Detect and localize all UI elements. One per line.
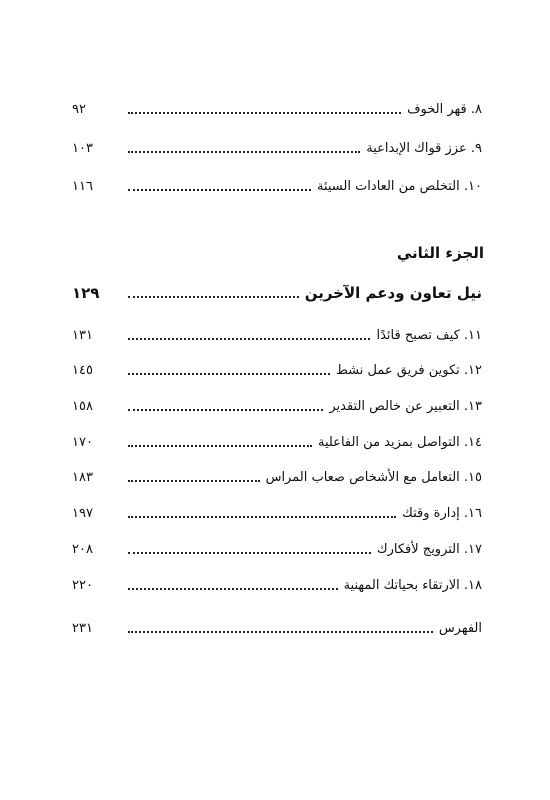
toc-entry-title: ١٣. التعبير عن خالص التقدير bbox=[329, 398, 482, 414]
toc-entry-18[interactable] bbox=[72, 571, 482, 599]
toc-entry-page: ١١٦ bbox=[72, 178, 93, 194]
toc-section-part2[interactable] bbox=[72, 279, 482, 307]
toc-entry-13[interactable] bbox=[72, 392, 482, 420]
toc-entry-page: ٢٠٨ bbox=[72, 541, 93, 557]
part-heading: الجزء الثاني bbox=[396, 244, 484, 262]
toc-entry-title: ١٥. التعامل مع الأشخاص صعاب المراس bbox=[265, 469, 482, 485]
toc-entry-12[interactable] bbox=[72, 356, 482, 384]
dot-leader bbox=[128, 373, 330, 375]
toc-entry-title: ١٤. التواصل بمزيد من الفاعلية bbox=[317, 434, 482, 450]
toc-entry-index[interactable] bbox=[72, 614, 482, 642]
toc-entry-11[interactable] bbox=[72, 321, 482, 349]
toc-entry-16[interactable] bbox=[72, 499, 482, 527]
toc-entry-page: ١٤٥ bbox=[72, 362, 93, 378]
dot-leader bbox=[128, 296, 299, 298]
dot-leader bbox=[128, 480, 260, 482]
toc-entry-title: الفهرس bbox=[438, 620, 482, 636]
toc-entry-title: ١٦. إدارة وقتك bbox=[402, 505, 482, 521]
toc-entry-page: ١٩٧ bbox=[72, 505, 93, 521]
toc-entry-10[interactable] bbox=[72, 172, 482, 200]
toc-entry-title: ١١. كيف تصبح قائدًا bbox=[376, 327, 482, 343]
dot-leader bbox=[128, 445, 312, 447]
toc-entry-page: ١٨٣ bbox=[72, 469, 93, 485]
dot-leader bbox=[128, 588, 338, 590]
section-page: ١٢٩ bbox=[72, 284, 100, 302]
toc-entry-page: ١٠٣ bbox=[72, 140, 93, 156]
toc-entry-14[interactable] bbox=[72, 428, 482, 456]
toc-entry-page: ٩٢ bbox=[72, 101, 86, 117]
toc-entry-title: ١٠. التخلص من العادات السيئة bbox=[316, 178, 482, 194]
toc-entry-title: ٨. قهر الخوف bbox=[407, 101, 482, 117]
toc-entry-9[interactable] bbox=[72, 134, 482, 162]
dot-leader bbox=[128, 631, 433, 633]
dot-leader bbox=[128, 112, 401, 114]
dot-leader bbox=[128, 409, 323, 411]
toc-entry-page: ١٧٠ bbox=[72, 434, 93, 450]
toc-entry-page: ١٣١ bbox=[72, 327, 93, 343]
dot-leader bbox=[128, 552, 371, 554]
dot-leader bbox=[128, 189, 311, 191]
toc-entry-title: ١٨. الارتقاء بحياتك المهنية bbox=[343, 577, 482, 593]
toc-entry-17[interactable] bbox=[72, 535, 482, 563]
toc-entry-title: ١٧. الترويج لأفكارك bbox=[376, 541, 482, 557]
toc-entry-8[interactable] bbox=[72, 95, 482, 123]
dot-leader bbox=[128, 338, 370, 340]
dot-leader bbox=[128, 151, 360, 153]
toc-entry-page: ٢٢٠ bbox=[72, 577, 93, 593]
toc-entry-title: ٩. عزز قواك الإبداعية bbox=[366, 140, 482, 156]
toc-entry-title: ١٢. تكوين فريق عمل نشط bbox=[335, 362, 482, 378]
toc-entry-15[interactable] bbox=[72, 463, 482, 491]
toc-entry-page: ١٥٨ bbox=[72, 398, 93, 414]
toc-entry-page: ٢٣١ bbox=[72, 620, 93, 636]
dot-leader bbox=[128, 516, 396, 518]
section-title: نيل تعاون ودعم الآخرين bbox=[304, 284, 482, 302]
